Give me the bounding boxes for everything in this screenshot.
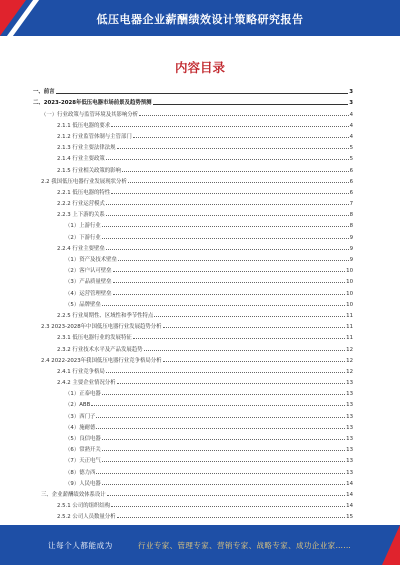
toc-leader-dots xyxy=(113,294,346,295)
toc-leader-dots xyxy=(113,271,346,272)
toc-entry-page: 5 xyxy=(349,156,353,163)
toc-entry[interactable] xyxy=(33,386,353,397)
toc-entry[interactable] xyxy=(33,319,353,330)
toc-entry-label: （2）ABB xyxy=(65,402,91,409)
toc-leader-dots xyxy=(117,383,346,384)
toc-entry-page: 4 xyxy=(349,122,353,129)
toc-entry[interactable] xyxy=(33,330,353,341)
toc-entry[interactable] xyxy=(33,375,353,386)
toc-entry-page: 8 xyxy=(349,212,353,219)
toc-entry-label: （5）品牌壁垒 xyxy=(65,301,101,308)
toc-entry-label: 2.2.5 行业周期性、区域性和季节性特点 xyxy=(57,312,154,319)
toc-entry-page: 6 xyxy=(349,167,353,174)
toc-entry-label: 2.1.3 行业主要法律法规 xyxy=(57,145,116,152)
toc-entry-label: 三、企业薪酬绩效体系设计 xyxy=(41,491,106,498)
toc-entry[interactable] xyxy=(33,285,353,296)
toc-entry[interactable] xyxy=(33,420,353,431)
toc-entry-page: 12 xyxy=(346,357,353,364)
toc-entry-label: （3）西门子 xyxy=(65,413,96,420)
toc-entry-page: 10 xyxy=(346,268,353,275)
toc-entry-page: 4 xyxy=(349,111,353,118)
toc-entry[interactable] xyxy=(33,207,353,218)
toc-entry[interactable] xyxy=(33,341,353,352)
toc-entry-page: 13 xyxy=(346,436,353,442)
toc-entry[interactable] xyxy=(33,263,353,274)
toc-entry[interactable] xyxy=(33,297,353,308)
top-banner xyxy=(0,0,400,36)
toc-entry-page: 8 xyxy=(349,223,353,230)
toc-leader-dots xyxy=(122,171,349,172)
toc-entry-label: 2.2.3 上下游的关系 xyxy=(57,212,105,219)
toc-leader-dots xyxy=(111,193,348,194)
toc-leader-dots xyxy=(133,338,345,339)
toc-entry-page: 13 xyxy=(346,447,353,454)
toc-leader-dots xyxy=(144,350,346,351)
toc-entry-label: （7）天正电气 xyxy=(65,458,101,465)
toc-entry[interactable] xyxy=(33,509,353,520)
toc-entry-page: 9 xyxy=(349,245,353,252)
toc-entry-label: 2.4.1 行业竞争格局 xyxy=(57,368,105,375)
toc-entry-label: （1）正泰电器 xyxy=(65,391,101,398)
toc-entry-label: （8）德力西 xyxy=(65,469,96,476)
toc-entry-page: 15 xyxy=(346,514,353,521)
toc-leader-dots xyxy=(106,204,349,205)
toc-entry-page: 14 xyxy=(346,503,353,510)
toc-entry-label: （2）下游行业 xyxy=(65,234,101,241)
toc-entry[interactable] xyxy=(33,218,353,229)
toc-leader-dots xyxy=(106,215,349,216)
red-corner-decoration xyxy=(382,525,400,565)
toc-entry[interactable] xyxy=(33,464,353,475)
toc-entry[interactable] xyxy=(33,162,353,173)
toc-entry-label: 2.3.2 行业技术水平及产品发展趋势 xyxy=(57,346,143,353)
toc-leader-dots xyxy=(102,484,345,485)
toc-entry-page: 5 xyxy=(349,145,353,152)
toc-entry-page: 10 xyxy=(346,279,353,286)
toc-entry[interactable] xyxy=(33,453,353,464)
toc-entry[interactable] xyxy=(33,106,353,117)
toc-leader-dots xyxy=(106,159,349,160)
toc-entry[interactable] xyxy=(33,185,353,196)
toc-leader-dots xyxy=(153,104,349,105)
toc-entry-page: 4 xyxy=(349,133,353,140)
toc-leader-dots xyxy=(106,249,349,250)
toc-entry-page: 11 xyxy=(346,335,353,342)
toc-leader-dots xyxy=(106,372,345,373)
toc-leader-dots xyxy=(139,115,349,116)
toc-entry[interactable] xyxy=(33,129,353,140)
toc-entry[interactable] xyxy=(33,487,353,498)
toc-entry-page: 14 xyxy=(346,480,353,487)
toc-leader-dots xyxy=(111,126,348,127)
toc-entry[interactable] xyxy=(33,408,353,419)
toc-entry-label: （4）运营管理壁垒 xyxy=(65,290,112,297)
toc-entry[interactable] xyxy=(33,308,353,319)
toc-entry-label: 2.1.1 低压电器的要求 xyxy=(57,122,111,129)
toc-entry-label: （9）人民电器 xyxy=(65,480,101,487)
toc-leader-dots xyxy=(107,495,345,496)
toc-leader-dots xyxy=(113,282,346,283)
toc-entry-label: （3）产品质量壁垒 xyxy=(65,279,112,286)
toc-entry[interactable] xyxy=(33,174,353,185)
toc-entry-label: 2.1.2 行业监管体制与主管部门 xyxy=(57,133,132,140)
toc-entry-page: 3 xyxy=(349,100,353,107)
toc-entry-label: 2.5.2 公司人员数量分析 xyxy=(57,514,116,521)
toc-entry-label: （6）常熟开关 xyxy=(65,447,101,454)
toc-entry[interactable] xyxy=(33,498,353,509)
toc-leader-dots xyxy=(117,517,346,518)
toc-leader-dots xyxy=(102,238,349,239)
toc-leader-dots xyxy=(154,316,345,317)
toc-leader-dots xyxy=(56,93,349,94)
toc-entry[interactable] xyxy=(33,431,353,442)
toc-leader-dots xyxy=(96,473,345,474)
toc-entry[interactable] xyxy=(33,353,353,364)
toc-leader-dots xyxy=(102,461,345,462)
toc-entry-page: 11 xyxy=(346,312,353,319)
toc-entry[interactable] xyxy=(33,252,353,263)
toc-entry-label: 2.2.4 行业主要壁垒 xyxy=(57,245,105,252)
toc-entry-page: 3 xyxy=(349,89,353,96)
toc-entry-page: 12 xyxy=(346,346,353,353)
footer-slogan: 让每个人都能成为 xyxy=(48,541,113,550)
toc-entry-label: 2.2.2 行业运营模式 xyxy=(57,201,105,208)
toc-leader-dots xyxy=(118,260,349,261)
toc-entry-label: （4）施耐德 xyxy=(65,424,96,431)
toc-entry-label: 2.2.1 低压电器的特性 xyxy=(57,189,111,196)
bottom-banner xyxy=(0,525,400,565)
toc-entry-page: 13 xyxy=(346,402,353,409)
toc-entry-page: 13 xyxy=(346,391,353,398)
toc-entry[interactable] xyxy=(33,118,353,129)
toc-entry-label: 2.4.2 主要企业情况分析 xyxy=(57,380,116,387)
toc-entry[interactable] xyxy=(33,95,353,106)
toc-entry-page: 11 xyxy=(346,324,353,331)
toc-leader-dots xyxy=(163,327,346,328)
toc-entry-page: 6 xyxy=(349,178,353,185)
toc-entry-label: （一）行业政策与监管环境及其影响分析 xyxy=(41,111,139,118)
toc-entry-page: 14 xyxy=(346,491,353,498)
toc-leader-dots xyxy=(111,506,345,507)
toc-leader-dots xyxy=(96,417,345,418)
toc-entry[interactable] xyxy=(33,274,353,285)
toc-entry[interactable] xyxy=(33,476,353,487)
table-of-contents xyxy=(33,84,353,532)
toc-entry[interactable] xyxy=(33,442,353,453)
toc-entry-label: 2.1.5 行业相关政策的影响 xyxy=(57,167,121,174)
toc-entry[interactable] xyxy=(33,229,353,240)
toc-leader-dots xyxy=(117,148,349,149)
toc-entry-label: 一、前言 xyxy=(33,89,55,96)
toc-leader-dots xyxy=(102,305,345,306)
toc-leader-dots xyxy=(96,428,345,429)
toc-entry-page: 13 xyxy=(346,413,353,420)
toc-entry-label: （5）良信电器 xyxy=(65,436,101,442)
toc-entry[interactable] xyxy=(33,84,353,95)
footer-roles: 行业专家、管理专家、营销专家、战略专家、成功企业家…… xyxy=(138,541,352,550)
toc-entry-page: 6 xyxy=(349,189,353,196)
toc-heading: 内容目录 xyxy=(174,60,225,75)
toc-entry-label: （1）上游行业 xyxy=(65,223,101,230)
toc-entry-page: 13 xyxy=(346,458,353,465)
toc-entry-label: 二、2023-2028年低压电器市场前景及趋势预测 xyxy=(33,100,152,107)
toc-entry-label: 2.4 2022-2023年我国低压电器行业竞争格局分析 xyxy=(41,357,162,364)
toc-entry[interactable] xyxy=(33,140,353,151)
toc-entry-page: 9 xyxy=(349,234,353,241)
toc-leader-dots xyxy=(102,226,349,227)
toc-entry-page: 7 xyxy=(349,201,353,208)
toc-leader-dots xyxy=(102,450,345,451)
toc-entry-label: （1）资产及技术壁垒 xyxy=(65,257,117,263)
toc-leader-dots xyxy=(133,137,349,138)
toc-entry-page: 13 xyxy=(346,469,353,476)
toc-entry-page: 10 xyxy=(346,301,353,308)
toc-entry-page: 13 xyxy=(346,380,353,387)
toc-entry[interactable] xyxy=(33,364,353,375)
toc-entry-label: 2.1.4 行业主要政策 xyxy=(57,156,105,163)
toc-entry-label: 2.5.1 公司的组织结构 xyxy=(57,503,111,510)
toc-entry[interactable] xyxy=(33,241,353,252)
toc-entry-page: 10 xyxy=(346,290,353,297)
toc-leader-dots xyxy=(102,439,345,440)
toc-entry-label: （2）客户认可壁垒 xyxy=(65,268,112,275)
toc-leader-dots xyxy=(163,361,346,362)
toc-entry[interactable] xyxy=(33,196,353,207)
toc-entry-page: 12 xyxy=(346,368,353,375)
toc-entry[interactable] xyxy=(33,151,353,162)
toc-entry-page: 9 xyxy=(349,257,353,263)
toc-entry-label: 2.3.1 低压电器行业的发展特征 xyxy=(57,335,132,342)
toc-entry[interactable] xyxy=(33,397,353,408)
toc-entry-label: 2.3 2023-2028年中国低压电器行业发展趋势分析 xyxy=(41,324,162,331)
toc-leader-dots xyxy=(102,394,345,395)
toc-entry-page: 13 xyxy=(346,424,353,431)
toc-leader-dots xyxy=(91,405,345,406)
toc-entry-label: 2.2 我国低压电器行业发展现状分析 xyxy=(41,178,127,185)
toc-leader-dots xyxy=(128,182,349,183)
report-title: 低压电器企业薪酬绩效设计策略研究报告 xyxy=(96,13,304,26)
